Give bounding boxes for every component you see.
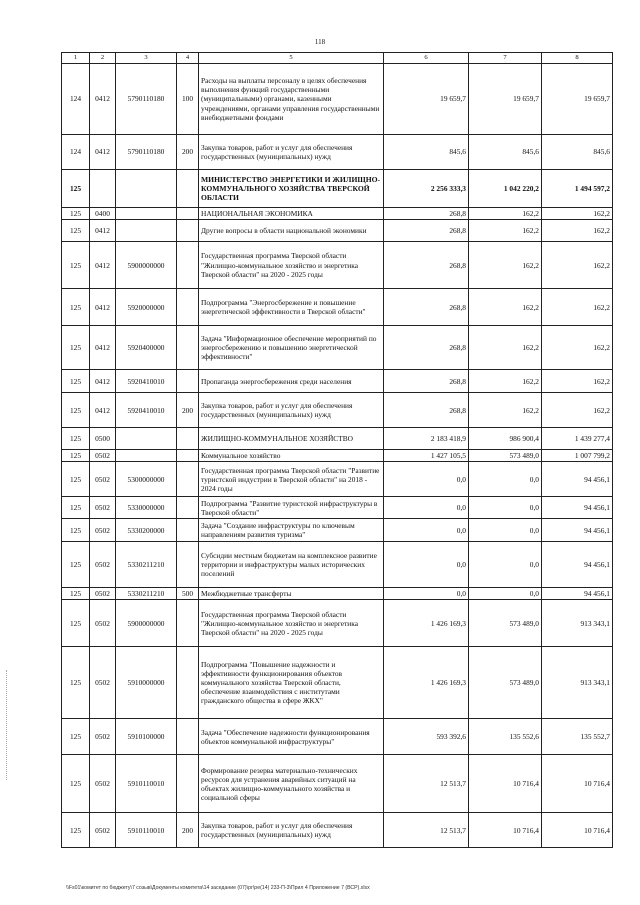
target-article-cell: 5910000000 xyxy=(116,647,177,719)
section-code-cell: 0502 xyxy=(90,588,116,600)
amount-2020-cell: 268,8 xyxy=(384,326,469,370)
target-article-cell: 5790110180 xyxy=(116,64,177,135)
ministry-code-cell: 125 xyxy=(62,600,90,647)
budget-table xyxy=(61,52,613,848)
amount-2022-cell: 1 007 799,2 xyxy=(542,450,613,462)
expense-type-cell: 500 xyxy=(177,588,199,600)
amount-2021-cell: 10 716,4 xyxy=(469,755,542,813)
table-row xyxy=(62,755,613,813)
expense-type-cell xyxy=(177,428,199,450)
amount-2021-cell: 162,2 xyxy=(469,370,542,393)
table-row xyxy=(62,519,613,542)
target-article-cell xyxy=(116,170,177,208)
section-code-cell: 0400 xyxy=(90,208,116,220)
section-code-cell: 0502 xyxy=(90,600,116,647)
amount-2020-cell: 268,8 xyxy=(384,370,469,393)
table-row xyxy=(62,600,613,647)
amount-2022-cell: 913 343,1 xyxy=(542,600,613,647)
section-code-cell: 0412 xyxy=(90,326,116,370)
header-cell: 3 xyxy=(116,53,177,64)
table-row xyxy=(62,450,613,462)
amount-2021-cell: 573 489,0 xyxy=(469,647,542,719)
expense-type-cell: 200 xyxy=(177,135,199,170)
section-code-cell: 0412 xyxy=(90,242,116,289)
target-article-cell: 5910100000 xyxy=(116,719,177,755)
section-code-cell: 0412 xyxy=(90,393,116,428)
amount-2021-cell: 0,0 xyxy=(469,497,542,519)
ministry-code-cell: 125 xyxy=(62,542,90,588)
section-code-cell: 0502 xyxy=(90,519,116,542)
target-article-cell: 5330200000 xyxy=(116,519,177,542)
amount-2020-cell: 845,6 xyxy=(384,135,469,170)
ministry-code-cell: 125 xyxy=(62,170,90,208)
section-code-cell: 0502 xyxy=(90,542,116,588)
ministry-code-cell: 125 xyxy=(62,588,90,600)
header-cell: 4 xyxy=(177,53,199,64)
target-article-cell: 5920410010 xyxy=(116,370,177,393)
section-code-cell: 0502 xyxy=(90,462,116,497)
amount-2021-cell: 0,0 xyxy=(469,462,542,497)
amount-2021-cell: 162,2 xyxy=(469,289,542,326)
description-cell: Подпрограмма "Развитие туристской инфраструктуры в Тверской области" xyxy=(199,497,384,519)
ministry-code-cell: 125 xyxy=(62,519,90,542)
target-article-cell: 5920000000 xyxy=(116,289,177,326)
ministry-code-cell: 125 xyxy=(62,220,90,242)
margin-scan-marks xyxy=(6,670,8,780)
expense-type-cell: 100 xyxy=(177,64,199,135)
expense-type-cell xyxy=(177,370,199,393)
target-article-cell: 5910110010 xyxy=(116,813,177,848)
target-article-cell xyxy=(116,450,177,462)
ministry-code-cell: 125 xyxy=(62,242,90,289)
ministry-code-cell: 125 xyxy=(62,326,90,370)
section-code-cell: 0502 xyxy=(90,755,116,813)
table-row xyxy=(62,135,613,170)
amount-2022-cell: 162,2 xyxy=(542,220,613,242)
amount-2021-cell: 1 042 220,2 xyxy=(469,170,542,208)
page-number: 118 xyxy=(314,38,326,46)
amount-2022-cell: 10 716,4 xyxy=(542,813,613,848)
section-code-cell: 0502 xyxy=(90,450,116,462)
amount-2022-cell: 1 494 597,2 xyxy=(542,170,613,208)
description-cell: Формирование резерва материально-технических ресурсов для устранения аварийных ситуаций на объектах жилищно-коммунального хозяйства и социальной сферы xyxy=(199,755,384,813)
amount-2022-cell: 135 552,7 xyxy=(542,719,613,755)
amount-2020-cell: 19 659,7 xyxy=(384,64,469,135)
amount-2022-cell: 19 659,7 xyxy=(542,64,613,135)
expense-type-cell xyxy=(177,600,199,647)
amount-2022-cell: 162,2 xyxy=(542,326,613,370)
amount-2021-cell: 162,2 xyxy=(469,393,542,428)
table-row xyxy=(62,462,613,497)
description-cell: ЖИЛИЩНО-КОММУНАЛЬНОЕ ХОЗЯЙСТВО xyxy=(199,428,384,450)
expense-type-cell: 200 xyxy=(177,393,199,428)
amount-2020-cell: 2 256 333,3 xyxy=(384,170,469,208)
target-article-cell: 5790110180 xyxy=(116,135,177,170)
section-code-cell: 0502 xyxy=(90,497,116,519)
target-article-cell: 5330000000 xyxy=(116,497,177,519)
section-code-cell xyxy=(90,170,116,208)
expense-type-cell xyxy=(177,289,199,326)
section-code-cell: 0412 xyxy=(90,135,116,170)
amount-2022-cell: 94 456,1 xyxy=(542,542,613,588)
target-article-cell xyxy=(116,428,177,450)
expense-type-cell xyxy=(177,220,199,242)
ministry-code-cell: 125 xyxy=(62,647,90,719)
table-row xyxy=(62,289,613,326)
target-article-cell: 5910110010 xyxy=(116,755,177,813)
amount-2022-cell: 162,2 xyxy=(542,370,613,393)
amount-2022-cell: 94 456,1 xyxy=(542,497,613,519)
description-cell: Задача "Обеспечение надежности функционирования объектов коммунальной инфраструктуры" xyxy=(199,719,384,755)
ministry-code-cell: 125 xyxy=(62,450,90,462)
description-cell: Другие вопросы в области национальной экономики xyxy=(199,220,384,242)
expense-type-cell xyxy=(177,450,199,462)
amount-2022-cell: 162,2 xyxy=(542,393,613,428)
ministry-code-cell: 125 xyxy=(62,462,90,497)
amount-2020-cell: 0,0 xyxy=(384,519,469,542)
section-code-cell: 0412 xyxy=(90,64,116,135)
description-cell: Подпрограмма "Повышение надежности и эффективности функционирования объектов коммунального хозяйства Тверской области, обеспечение взаимодействия с институтами гражданского общества в сфере ЖКХ" xyxy=(199,647,384,719)
target-article-cell: 5330211210 xyxy=(116,542,177,588)
amount-2020-cell: 1 427 105,5 xyxy=(384,450,469,462)
expense-type-cell xyxy=(177,242,199,289)
table-row xyxy=(62,393,613,428)
amount-2020-cell: 12 513,7 xyxy=(384,813,469,848)
amount-2020-cell: 268,8 xyxy=(384,220,469,242)
description-cell: Задача "Информационное обеспечение мероприятий по энергосбережению и повышению энергетической эффективности" xyxy=(199,326,384,370)
amount-2021-cell: 162,2 xyxy=(469,208,542,220)
header-cell: 6 xyxy=(384,53,469,64)
ministry-code-cell: 125 xyxy=(62,208,90,220)
ministry-code-cell: 125 xyxy=(62,370,90,393)
amount-2021-cell: 0,0 xyxy=(469,542,542,588)
table-row xyxy=(62,588,613,600)
amount-2020-cell: 0,0 xyxy=(384,588,469,600)
amount-2020-cell: 0,0 xyxy=(384,497,469,519)
amount-2020-cell: 0,0 xyxy=(384,462,469,497)
amount-2021-cell: 573 489,0 xyxy=(469,450,542,462)
amount-2021-cell: 135 552,6 xyxy=(469,719,542,755)
table-row xyxy=(62,719,613,755)
section-code-cell: 0412 xyxy=(90,289,116,326)
description-cell: Межбюджетные трансферты xyxy=(199,588,384,600)
description-cell: Государственная программа Тверской области "Жилищно-коммунальное хозяйство и энергетика Тверской области" на 2020 - 2025 годы xyxy=(199,242,384,289)
expense-type-cell xyxy=(177,208,199,220)
description-cell: Расходы на выплаты персоналу в целях обеспечения выполнения функций государственными (муниципальными) органами, казенными учреждениями, органами управления государственными внебюджетными фондами xyxy=(199,64,384,135)
header-cell: 8 xyxy=(542,53,613,64)
target-article-cell: 5920410010 xyxy=(116,393,177,428)
amount-2022-cell: 913 343,1 xyxy=(542,647,613,719)
amount-2020-cell: 268,8 xyxy=(384,393,469,428)
amount-2022-cell: 1 439 277,4 xyxy=(542,428,613,450)
column-number-header xyxy=(62,53,613,64)
amount-2021-cell: 0,0 xyxy=(469,519,542,542)
amount-2020-cell: 268,8 xyxy=(384,208,469,220)
expense-type-cell xyxy=(177,719,199,755)
section-code-cell: 0502 xyxy=(90,647,116,719)
description-cell: Закупка товаров, работ и услуг для обеспечения государственных (муниципальных) нужд xyxy=(199,393,384,428)
description-cell: Пропаганда энергосбережения среди населения xyxy=(199,370,384,393)
amount-2021-cell: 162,2 xyxy=(469,220,542,242)
description-cell: Государственная программа Тверской области "Жилищно-коммунальное хозяйство и энергетика Тверской области" на 2020 - 2025 годы xyxy=(199,600,384,647)
amount-2020-cell: 12 513,7 xyxy=(384,755,469,813)
expense-type-cell xyxy=(177,542,199,588)
expense-type-cell xyxy=(177,519,199,542)
table-row xyxy=(62,497,613,519)
ministry-code-cell: 125 xyxy=(62,719,90,755)
amount-2022-cell: 94 456,1 xyxy=(542,588,613,600)
amount-2022-cell: 162,2 xyxy=(542,242,613,289)
target-article-cell xyxy=(116,208,177,220)
ministry-code-cell: 125 xyxy=(62,497,90,519)
amount-2022-cell: 94 456,1 xyxy=(542,462,613,497)
section-code-cell: 0502 xyxy=(90,719,116,755)
description-cell: Закупка товаров, работ и услуг для обеспечения государственных (муниципальных) нужд xyxy=(199,813,384,848)
amount-2021-cell: 0,0 xyxy=(469,588,542,600)
target-article-cell xyxy=(116,220,177,242)
description-cell: Закупка товаров, работ и услуг для обеспечения государственных (муниципальных) нужд xyxy=(199,135,384,170)
amount-2021-cell: 845,6 xyxy=(469,135,542,170)
ministry-code-cell: 124 xyxy=(62,64,90,135)
ministry-code-cell: 125 xyxy=(62,393,90,428)
expense-type-cell xyxy=(177,170,199,208)
table-row xyxy=(62,647,613,719)
ministry-code-cell: 125 xyxy=(62,289,90,326)
ministry-code-cell: 125 xyxy=(62,755,90,813)
description-cell: Государственная программа Тверской области "Развитие туристской индустрии в Тверской области" на 2018 - 2024 годы xyxy=(199,462,384,497)
table-row xyxy=(62,220,613,242)
amount-2020-cell: 593 392,6 xyxy=(384,719,469,755)
amount-2022-cell: 845,6 xyxy=(542,135,613,170)
table-row xyxy=(62,813,613,848)
description-cell: Задача "Создание инфраструктуры по ключевым направлениям развития туризма" xyxy=(199,519,384,542)
amount-2021-cell: 10 716,4 xyxy=(469,813,542,848)
section-code-cell: 0412 xyxy=(90,220,116,242)
table-row xyxy=(62,542,613,588)
amount-2020-cell: 268,8 xyxy=(384,289,469,326)
section-code-cell: 0502 xyxy=(90,813,116,848)
amount-2022-cell: 162,2 xyxy=(542,208,613,220)
table-row xyxy=(62,326,613,370)
ministry-code-cell: 125 xyxy=(62,813,90,848)
file-path-footer: \\Fs01\комитет по бюджету\7 созыв\Документы комитета\14 заседание (07)\рг\ре(14) 233-П-3\Прил 4 Приложение 7 (ВСР).xlsx xyxy=(66,885,370,891)
description-cell: Подпрограмма "Энергосбережение и повышение энергетической эффективности в Тверской области" xyxy=(199,289,384,326)
expense-type-cell xyxy=(177,647,199,719)
ministry-code-cell: 125 xyxy=(62,428,90,450)
amount-2022-cell: 162,2 xyxy=(542,289,613,326)
target-article-cell: 5330211210 xyxy=(116,588,177,600)
section-code-cell: 0412 xyxy=(90,370,116,393)
table-row xyxy=(62,64,613,135)
description-cell: Коммунальное хозяйство xyxy=(199,450,384,462)
amount-2020-cell: 0,0 xyxy=(384,542,469,588)
amount-2020-cell: 1 426 169,3 xyxy=(384,600,469,647)
table-row xyxy=(62,428,613,450)
header-cell: 5 xyxy=(199,53,384,64)
table-row xyxy=(62,208,613,220)
amount-2021-cell: 573 489,0 xyxy=(469,600,542,647)
amount-2022-cell: 94 456,1 xyxy=(542,519,613,542)
expense-type-cell xyxy=(177,326,199,370)
table-row xyxy=(62,170,613,208)
amount-2021-cell: 162,2 xyxy=(469,326,542,370)
header-cell: 2 xyxy=(90,53,116,64)
amount-2021-cell: 19 659,7 xyxy=(469,64,542,135)
table-row xyxy=(62,242,613,289)
expense-type-cell xyxy=(177,755,199,813)
target-article-cell: 5300000000 xyxy=(116,462,177,497)
header-cell: 1 xyxy=(62,53,90,64)
target-article-cell: 5920400000 xyxy=(116,326,177,370)
target-article-cell: 5900000000 xyxy=(116,242,177,289)
amount-2020-cell: 1 426 169,3 xyxy=(384,647,469,719)
header-cell: 7 xyxy=(469,53,542,64)
section-code-cell: 0500 xyxy=(90,428,116,450)
amount-2020-cell: 268,8 xyxy=(384,242,469,289)
amount-2021-cell: 162,2 xyxy=(469,242,542,289)
ministry-code-cell: 124 xyxy=(62,135,90,170)
amount-2020-cell: 2 183 418,9 xyxy=(384,428,469,450)
expense-type-cell xyxy=(177,497,199,519)
expense-type-cell: 200 xyxy=(177,813,199,848)
table-row xyxy=(62,370,613,393)
description-cell: НАЦИОНАЛЬНАЯ ЭКОНОМИКА xyxy=(199,208,384,220)
description-cell: МИНИСТЕРСТВО ЭНЕРГЕТИКИ И ЖИЛИЩНО-КОММУНАЛЬНОГО ХОЗЯЙСТВА ТВЕРСКОЙ ОБЛАСТИ xyxy=(199,170,384,208)
target-article-cell: 5900000000 xyxy=(116,600,177,647)
amount-2022-cell: 10 716,4 xyxy=(542,755,613,813)
amount-2021-cell: 986 900,4 xyxy=(469,428,542,450)
expense-type-cell xyxy=(177,462,199,497)
description-cell: Субсидии местным бюджетам на комплексное развитие территории и инфраструктуры малых исторических поселений xyxy=(199,542,384,588)
